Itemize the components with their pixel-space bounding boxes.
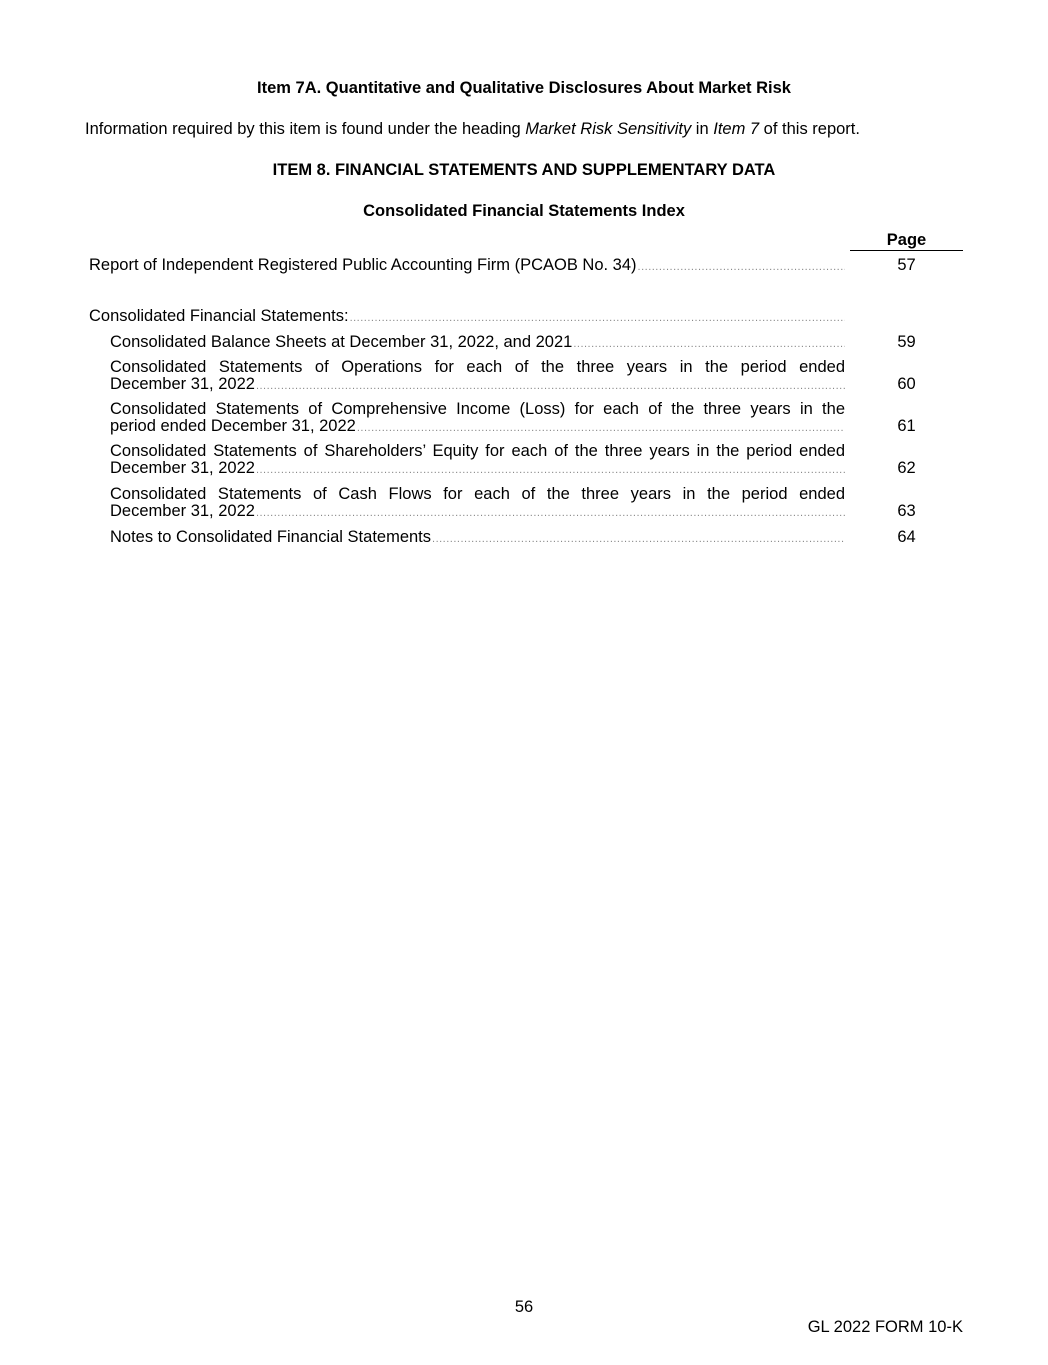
dot-leader: [432, 531, 845, 548]
toc-entry-label-line2: December 31, 2022: [110, 502, 255, 520]
toc-entry-label-line2: period ended December 31, 2022: [110, 417, 356, 435]
toc-entry-label-line2: December 31, 2022: [110, 459, 255, 477]
toc-entry-report[interactable]: [89, 257, 845, 276]
toc-entry-label-line1: Consolidated Statements of Comprehensive Income (Loss) for each of the three years in the: [110, 400, 845, 418]
toc-entry-shareholders-equity[interactable]: [110, 443, 845, 479]
toc-entry-label-line1: Consolidated Statements of Operations for each of the three years in the period ended: [110, 358, 845, 376]
dot-leader: [573, 336, 845, 353]
intro-item7-ref: Item 7: [713, 120, 760, 138]
intro-text-end: of this report.: [759, 120, 860, 138]
toc-entry-notes[interactable]: [110, 529, 845, 548]
index-title: Consolidated Financial Statements Index: [363, 202, 685, 220]
toc-entry-label: Consolidated Balance Sheets at December 31, 2022, and 2021: [110, 333, 573, 351]
toc-page-shareholders-equity: 62: [897, 459, 916, 477]
toc-entry-label: Report of Independent Registered Public Accounting Firm (PCAOB No. 34): [89, 256, 637, 274]
intro-text-start: Information required by this item is found under the heading: [85, 120, 526, 138]
dot-leader: [256, 462, 845, 479]
toc-page-comprehensive-income: 61: [897, 417, 916, 435]
dot-leader: [256, 505, 845, 522]
toc-entry-label-line1: Consolidated Statements of Shareholders’ Equity for each of the three years in the period ended: [110, 442, 845, 460]
dot-leader: [350, 310, 845, 327]
toc-entry-label-line1: Consolidated Statements of Cash Flows for each of the three years in the period ended: [110, 485, 845, 503]
toc-page-report: 57: [897, 256, 916, 274]
toc-entry-comprehensive-income[interactable]: [110, 401, 845, 437]
dot-leader: [256, 378, 845, 395]
toc-entry-balance-sheets[interactable]: [110, 334, 845, 353]
toc-entry-cash-flows[interactable]: [110, 486, 845, 522]
item7a-intro: [85, 120, 860, 139]
item8-heading: ITEM 8. FINANCIAL STATEMENTS AND SUPPLEMENTARY DATA: [272, 161, 776, 179]
page-number: 56: [514, 1298, 534, 1316]
toc-page-notes: 64: [897, 528, 916, 546]
toc-entry-operations[interactable]: [110, 359, 845, 395]
intro-text-mid: in: [691, 120, 714, 138]
dot-leader: [638, 259, 845, 276]
dot-leader: [357, 420, 845, 437]
toc-entry-label: Consolidated Financial Statements:: [89, 307, 349, 325]
toc-entry-label-line2: December 31, 2022: [110, 375, 255, 393]
intro-market-risk-ref: Market Risk Sensitivity: [525, 120, 692, 138]
page-column-header: Page: [850, 230, 963, 251]
toc-page-balance-sheets: 59: [897, 333, 916, 351]
item7a-heading: Item 7A. Quantitative and Qualitative Disclosures About Market Risk: [257, 79, 791, 97]
toc-entry-label: Notes to Consolidated Financial Statements: [110, 528, 432, 546]
toc-entry-cfs[interactable]: [89, 308, 845, 327]
toc-page-cash-flows: 63: [897, 502, 916, 520]
form-label: GL 2022 FORM 10-K: [807, 1318, 963, 1336]
toc-page-operations: 60: [897, 375, 916, 393]
